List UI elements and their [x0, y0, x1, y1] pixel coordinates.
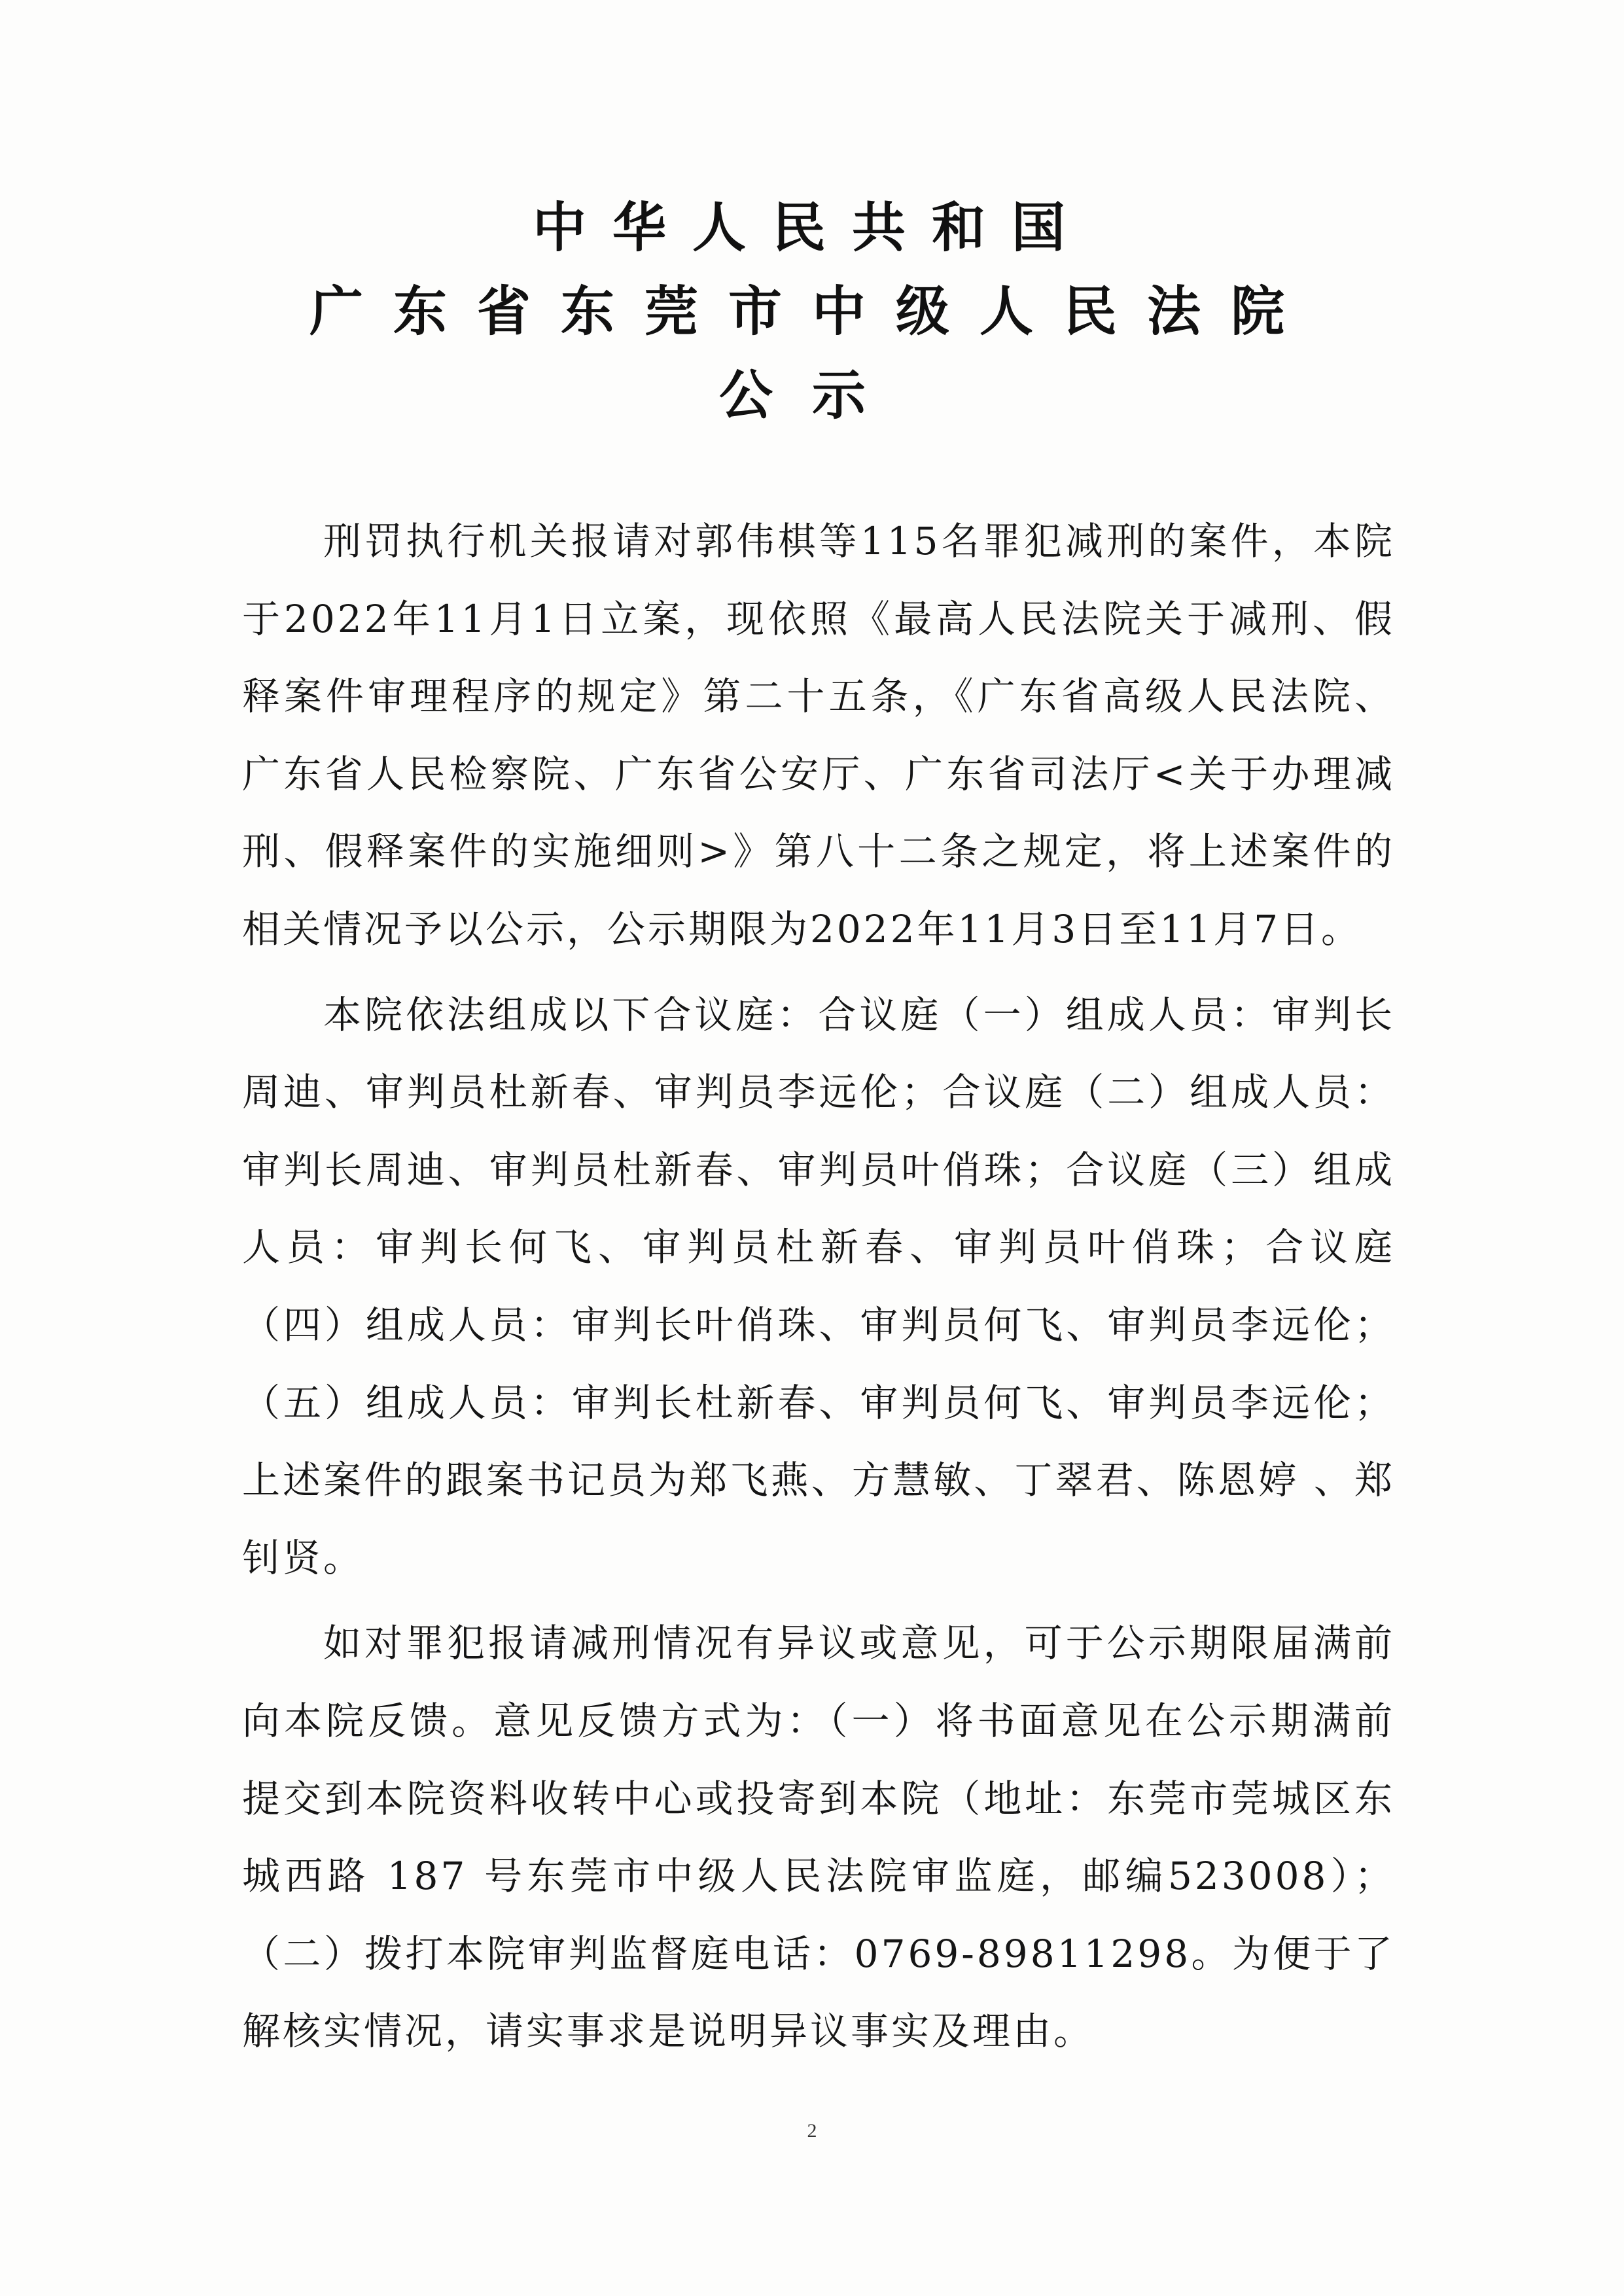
paragraph-panel-members: 本院依法组成以下合议庭：合议庭（一）组成人员：审判长周迪、审判员杜新春、审判员李远伦；合议庭（二）组成人员：审判长周迪、审判员杜新春、审判员叶俏珠；合议庭（三）组成人员：审判长何飞、审判员杜新春、审判员叶俏珠；合议庭（四）组成人员：审判长叶俏珠、审判员何飞、审判员李远伦；（五）组成人员：审判长杜新春、审判员何飞、审判员李远伦；上述案件的跟案书记员为郑飞燕、方慧敏、丁翠君、陈恩婷 、郑钊贤。	[242, 992, 1395, 1580]
title-notice: 公示	[718, 364, 905, 427]
paragraph-feedback: 如对罪犯报请减刑情况有异议或意见，可于公示期限届满前向本院反馈。意见反馈方式为：（一）将书面意见在公示期满前提交到本院资料收转中心或投寄到本院（地址：东莞市莞城区东城西路 187 号东莞市中级人民法院审监庭，邮编523008）；（二）拨打本院审判监督庭电话：0769-89811298。为便于了解核实情况，请实事求是说明异议事实及理由。	[242, 1621, 1395, 2054]
paragraph-case-info: 刑罚执行机关报请对郭伟棋等115名罪犯减刑的案件，本院于2022年11月1日立案，现依照《最高人民法院关于减刑、假释案件审理程序的规定》第二十五条，《广东省高级人民法院、广东省人民检察院、广东省公安厅、广东省司法厅<关于办理减刑、假释案件的实施细则>》第八十二条之规定，将上述案件的相关情况予以公示，公示期限为2022年11月3日至11月7日。	[242, 519, 1395, 951]
notice-body	[242, 503, 1395, 2078]
document-title	[0, 186, 1624, 438]
title-court: 广东省东莞市中级人民法院	[309, 281, 1315, 343]
title-country: 中华人民共和国	[532, 197, 1091, 259]
page-number: 2	[807, 2120, 817, 2142]
